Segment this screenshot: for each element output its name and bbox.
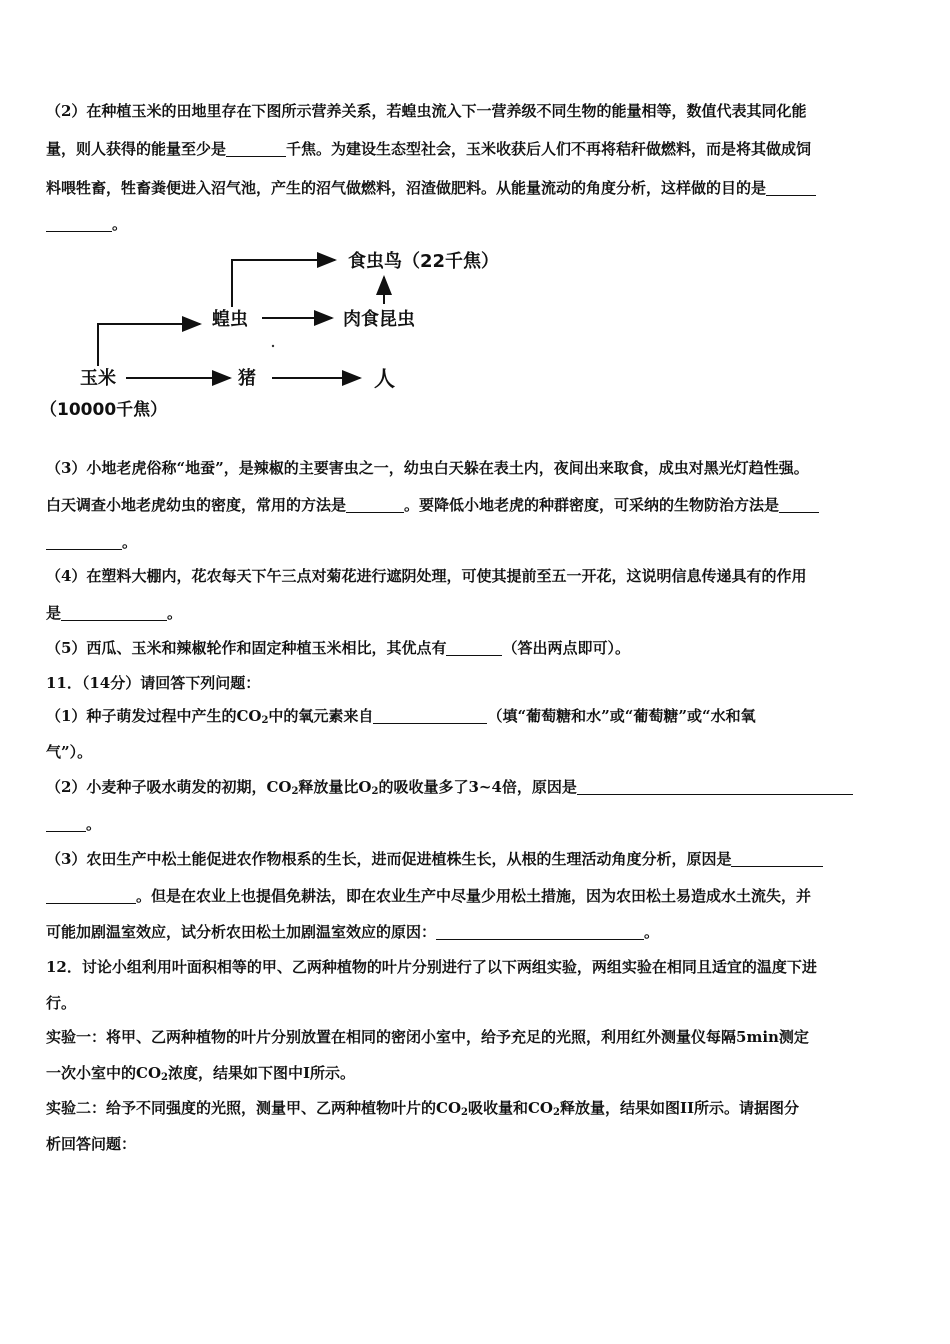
corn-energy-label: （10000千焦）: [40, 400, 168, 420]
bird-label: 食虫鸟（22千焦）: [348, 251, 500, 272]
answer-blank[interactable]: [373, 708, 487, 724]
q10-part4-line1: （4）在塑料大棚内，花农每天下午三点对菊花进行遮阴处理，可使其提前至五一开花，这说明信息传递具有的作用: [46, 567, 807, 585]
q12-line2: 行。: [46, 994, 77, 1012]
q12-experiment2-line2: 析回答问题：: [46, 1135, 137, 1153]
q10-part3-line2: 白天调查小地老虎幼虫的密度，常用的方法是 。要降低小地老虎的种群密度，可采纳的生物防治方法是: [46, 495, 819, 515]
answer-blank[interactable]: [61, 605, 167, 621]
answer-blank[interactable]: [577, 779, 853, 795]
q11-part1-line1: （1）种子萌发过程中产生的$CO_2$中的氧元素来自 （填“葡萄糖和水”或“葡萄糖”或“水和氧: [46, 707, 756, 726]
corn-label: 玉米: [80, 368, 116, 389]
pig-label: 猪: [238, 368, 256, 389]
q11-part3-line2: 。但是在农业上也提倡免耕法，即在农业生产中尽量少用松土措施，因为农田松土易造成水土流失，并: [46, 886, 811, 906]
answer-blank[interactable]: [779, 497, 819, 513]
q11-part3-line3: 可能加剧温室效应，试分析农田松土加剧温室效应的原因： 。: [46, 923, 660, 941]
q10-part2-line1: （2）在种植玉米的田地里存在下图所示营养关系，若蝗虫流入下一营养级不同生物的能量相等，数值代表其同化能: [46, 102, 807, 120]
q10-part3-line3: 。: [46, 532, 137, 552]
q11-part2-line1: （2）小麦种子吸水萌发的初期，$CO_2$释放量比$O_2$的吸收量多了3~4倍，原因是: [46, 777, 853, 797]
q12-experiment1-line1: 实验一：将甲、乙两种植物的叶片分别放置在相同的密闭小室中，给予充足的光照，利用红外测量仪每隔5min测定: [46, 1028, 809, 1046]
q11-part2-line2: 。: [46, 814, 101, 834]
answer-blank[interactable]: [46, 216, 112, 232]
answer-blank[interactable]: [436, 924, 644, 940]
answer-blank[interactable]: [766, 180, 816, 196]
locust-label: 蝗虫: [212, 309, 248, 330]
answer-blank[interactable]: [446, 640, 502, 656]
q12-experiment2-line1: 实验二：给予不同强度的光照，测量甲、乙两种植物叶片的$CO_2$吸收量和$CO_2$释放量，结果如图II所示。请据图分: [46, 1099, 800, 1118]
food-web-diagram: [40, 240, 510, 430]
q10-part3-line1: （3）小地老虎俗称“地蚕”，是辣椒的主要害虫之一，幼虫白天躲在表土内，夜间出来取食，成虫对黑光灯趋性强。: [46, 459, 809, 477]
q11-heading: 11．（14分）请回答下列问题：: [46, 674, 261, 692]
human-label: 人: [374, 367, 395, 391]
q10-part2-line2: 量，则人获得的能量至少是 千焦。为建设生态型社会，玉米收获后人们不再将秸秆做燃料，而是将其做成饲: [46, 140, 812, 158]
arrow-locust-to-bird: [232, 260, 335, 307]
q10-part4-line2: 是 。: [46, 604, 183, 622]
answer-blank[interactable]: [46, 888, 136, 904]
answer-blank[interactable]: [46, 816, 86, 832]
answer-blank[interactable]: [731, 851, 823, 867]
q12-experiment1-line2: 一次小室中的$CO_2$浓度，结果如下图中I所示。: [46, 1064, 356, 1083]
q11-part1-line2: 气”）。: [46, 743, 93, 761]
q10-part2-line4: 。: [46, 214, 127, 234]
answer-blank[interactable]: [226, 141, 286, 157]
q10-part5: （5）西瓜、玉米和辣椒轮作和固定种植玉米相比，其优点有 （答出两点即可）。: [46, 639, 630, 657]
answer-blank[interactable]: [46, 534, 122, 550]
q12-line1: 12．讨论小组利用叶面积相等的甲、乙两种植物的叶片分别进行了以下两组实验，两组实验在相同且适宜的温度下进: [46, 958, 817, 976]
answer-blank[interactable]: [346, 497, 404, 513]
q10-part2-line3: 料喂牲畜，牲畜粪便进入沼气池，产生的沼气做燃料，沼渣做肥料。从能量流动的角度分析，这样做的目的是: [46, 178, 816, 198]
insect-label: 肉食昆虫: [343, 309, 415, 330]
arrow-corn-to-locust: [98, 324, 200, 366]
q11-part3-line1: （3）农田生产中松土能促进农作物根系的生长，进而促进植株生长，从根的生理活动角度分析，原因是: [46, 849, 823, 869]
